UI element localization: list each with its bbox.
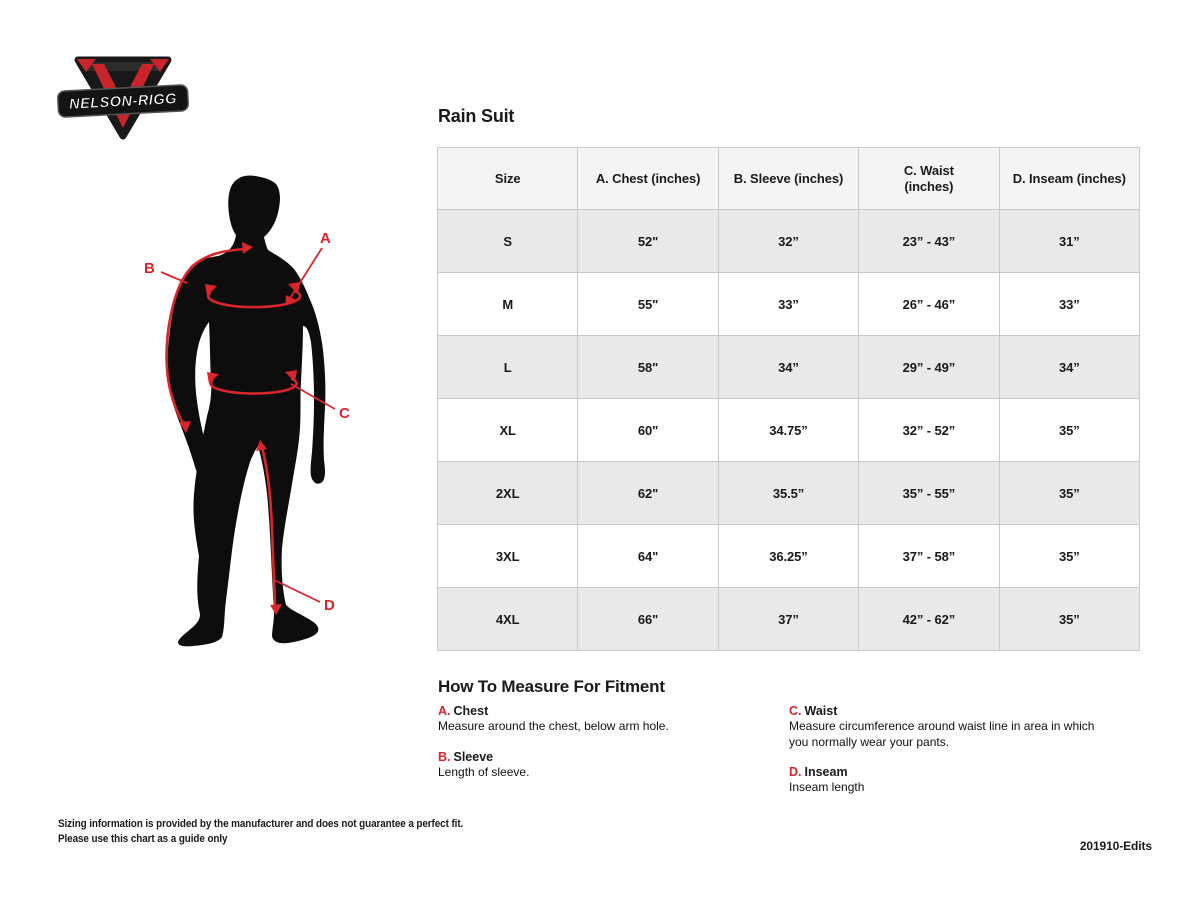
measurement-cell: 64" [578, 525, 718, 588]
measurement-cell: 35” [999, 399, 1139, 462]
column-header: C. Waist (inches) [859, 148, 999, 210]
table-row [438, 399, 1140, 462]
howto-name: Inseam [804, 765, 848, 779]
measure-label-a: A [320, 230, 331, 247]
howto-name-row [438, 703, 768, 719]
howto-letter: B. [438, 749, 451, 764]
howto-item-chest [438, 703, 768, 735]
howto-heading: How To Measure For Fitment [438, 677, 665, 696]
logo-text: NELSON-RIGG [68, 91, 178, 113]
howto-desc: Measure circumference around waist line in area in which you normally wear your pants. [789, 719, 1095, 749]
measurement-cell: 35” [999, 588, 1139, 651]
measurement-cell: 60" [578, 399, 718, 462]
measurement-cell: 29” - 49” [859, 336, 999, 399]
measurement-cell: 32” - 52” [859, 399, 999, 462]
howto-letter: D. [789, 765, 802, 779]
measurement-cell: 26” - 46” [859, 273, 999, 336]
howto-item-inseam [789, 764, 1097, 796]
howto-item-waist [789, 703, 1097, 750]
measurement-cell: 35” [999, 525, 1139, 588]
measure-label-d: D [324, 597, 335, 614]
size-label-cell: 3XL [438, 525, 578, 588]
disclaimer-line-2: Please use this chart as a guide only [58, 832, 228, 845]
howto-desc: Measure around the chest, below arm hole. [438, 719, 669, 733]
howto-name: Chest [453, 704, 489, 718]
measurement-cell: 34” [999, 336, 1139, 399]
measurement-cell: 33” [718, 273, 858, 336]
size-chart-table [437, 147, 1140, 651]
measurement-cell: 42” - 62” [859, 588, 999, 651]
size-label-cell: M [438, 273, 578, 336]
measurement-cell: 37” - 58” [859, 525, 999, 588]
measurement-cell: 36.25” [718, 525, 858, 588]
table-row [438, 210, 1140, 273]
measurement-cell: 35.5” [718, 462, 858, 525]
logo-banner [57, 85, 188, 118]
column-header: B. Sleeve (inches) [718, 148, 858, 210]
brand-logo [56, 44, 191, 149]
howto-name: Waist [804, 704, 838, 718]
table-row [438, 588, 1140, 651]
table-row [438, 336, 1140, 399]
page-title: Rain Suit [438, 106, 515, 126]
column-header: A. Chest (inches) [578, 148, 718, 210]
measurement-cell: 58" [578, 336, 718, 399]
measurement-cell: 32” [718, 210, 858, 273]
table-row [438, 525, 1140, 588]
measure-label-b: B [144, 260, 155, 277]
measurement-cell: 34.75” [718, 399, 858, 462]
table-row [438, 462, 1140, 525]
howto-item-sleeve [438, 749, 768, 781]
size-label-cell: S [438, 210, 578, 273]
size-label-cell: 4XL [438, 588, 578, 651]
measurement-cell: 62" [578, 462, 718, 525]
howto-desc: Length of sleeve. [438, 764, 530, 779]
column-header: D. Inseam (inches) [999, 148, 1139, 210]
measurement-figure [60, 150, 400, 680]
size-label-cell: L [438, 336, 578, 399]
measurement-cell: 34” [718, 336, 858, 399]
column-header: Size [438, 148, 578, 210]
measurement-cell: 37” [718, 588, 858, 651]
measurement-cell: 52" [578, 210, 718, 273]
header-row [438, 148, 1140, 210]
measurement-cell: 66" [578, 588, 718, 651]
measure-label-c: C [339, 405, 350, 422]
measurement-cell: 23” - 43” [859, 210, 999, 273]
howto-name-row [789, 764, 1097, 780]
howto-name-row [438, 749, 768, 765]
measurement-cell: 35” - 55” [859, 462, 999, 525]
measurement-cell: 55" [578, 273, 718, 336]
measurement-cell: 31” [999, 210, 1139, 273]
howto-name-row [789, 703, 1097, 719]
howto-name: Sleeve [453, 749, 494, 764]
measurement-cell: 33” [999, 273, 1139, 336]
size-label-cell: XL [438, 399, 578, 462]
document-code: 201910-Edits [1079, 839, 1152, 853]
disclaimer-line-1: Sizing information is provided by the manufacturer and does not guarantee a perfect fit. [58, 818, 464, 830]
howto-letter: A. [438, 704, 451, 718]
howto-desc: Inseam length [789, 780, 865, 794]
measurement-cell: 35” [999, 462, 1139, 525]
disclaimer-note [58, 817, 463, 846]
size-label-cell: 2XL [438, 462, 578, 525]
table-row [438, 273, 1140, 336]
howto-letter: C. [789, 704, 802, 718]
